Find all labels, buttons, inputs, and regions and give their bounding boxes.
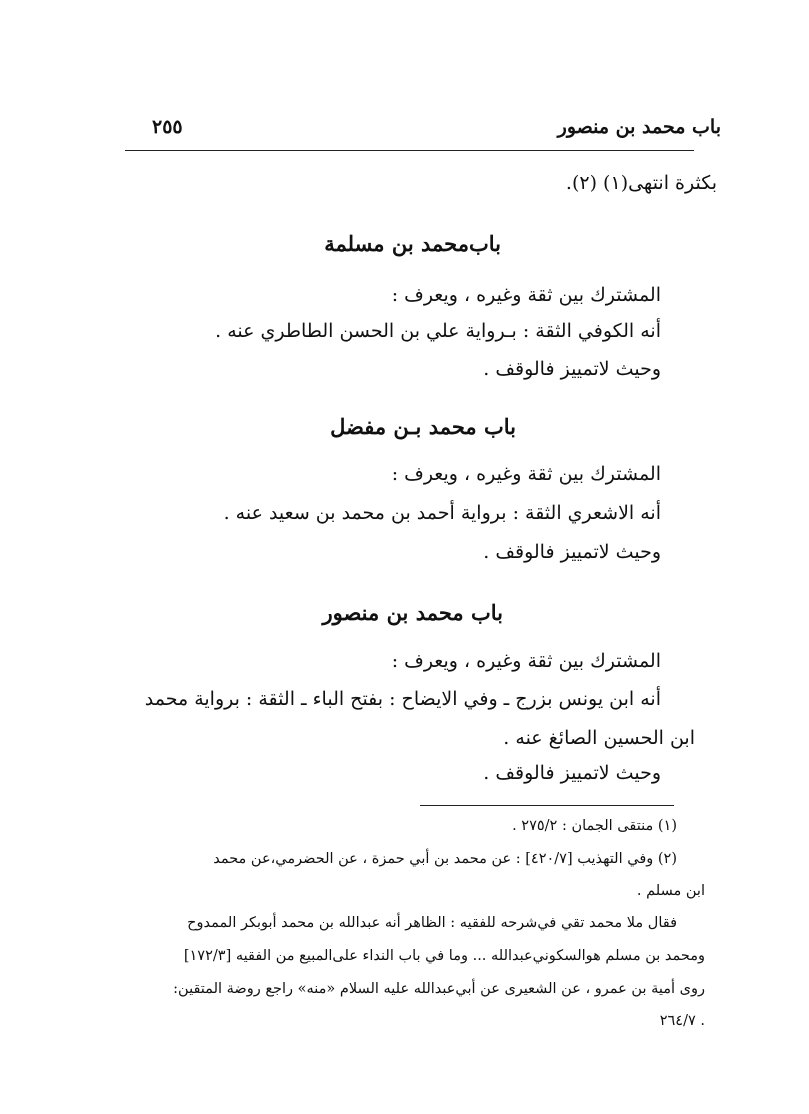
body-line: المشترك بين ثقة وغيره ، ويعرف : xyxy=(391,284,661,306)
section-heading: باب محمد بـن مفضل xyxy=(330,414,516,439)
body-line: وحيث لاتمييز فالوقف . xyxy=(483,358,661,380)
body-line: المشترك بين ثقة وغيره ، ويعرف : xyxy=(391,463,661,485)
body-line: أنه الكوفي الثقة : بـرواية علي بن الحسن الطاطري عنه . xyxy=(215,320,661,342)
body-line: وحيث لاتمييز فالوقف . xyxy=(483,541,661,563)
body-line: ابن الحسين الصائغ عنه . xyxy=(503,727,695,749)
running-header-title: باب محمد بن منصور xyxy=(557,116,721,138)
section-heading: باب‌محمد بن مسلمة xyxy=(324,231,501,256)
footnote-line: فقال ملا محمد تقي في‌شرحه للفقيه : الظاهر أنه عبدالله بن محمد أبوبكر الممدوح xyxy=(187,915,677,931)
footnote-line: (٢) وفي التهذيب [٤٢٠/٧] : عن محمد بن أبي حمزة ، عن الحضرمي،عن محمد xyxy=(213,851,677,867)
body-line: وحيث لاتمييز فالوقف . xyxy=(483,762,661,784)
body-line: المشترك بين ثقة وغيره ، ويعرف : xyxy=(391,650,661,672)
footnote-rule xyxy=(420,805,674,806)
header-rule xyxy=(125,150,694,151)
body-line: أنه ابن يونس بزرج ـ وفي الايضاح : بفتح الباء ـ الثقة : برواية محمد xyxy=(144,688,661,710)
intro-line: بكثرة انتهى(١) (٢). xyxy=(565,172,717,194)
page-number: ٢٥٥ xyxy=(152,116,183,138)
footnote-line: ابن مسلم . xyxy=(636,883,705,899)
footnote-line: ومحمد بن مسلم هوالسكوني‌عبدالله ... وما في باب النداء على‌المبيع من الفقيه [١٧٢/٣] xyxy=(183,948,705,964)
section-heading: باب محمد بن منصور xyxy=(322,600,503,625)
body-line: أنه الاشعري الثقة : برواية أحمد بن محمد بن سعيد عنه . xyxy=(223,502,661,524)
footnote-line: ٢٦٤/٧ . xyxy=(659,1013,705,1029)
footnote-line: (١) منتقى الجمان : ٢٧٥/٢ . xyxy=(512,818,677,834)
footnote-line: روى أمية بن عمرو ، عن الشعيرى عن أبي‌عبدالله عليه السلام «منه» راجع روضة المتقين: xyxy=(173,981,705,997)
